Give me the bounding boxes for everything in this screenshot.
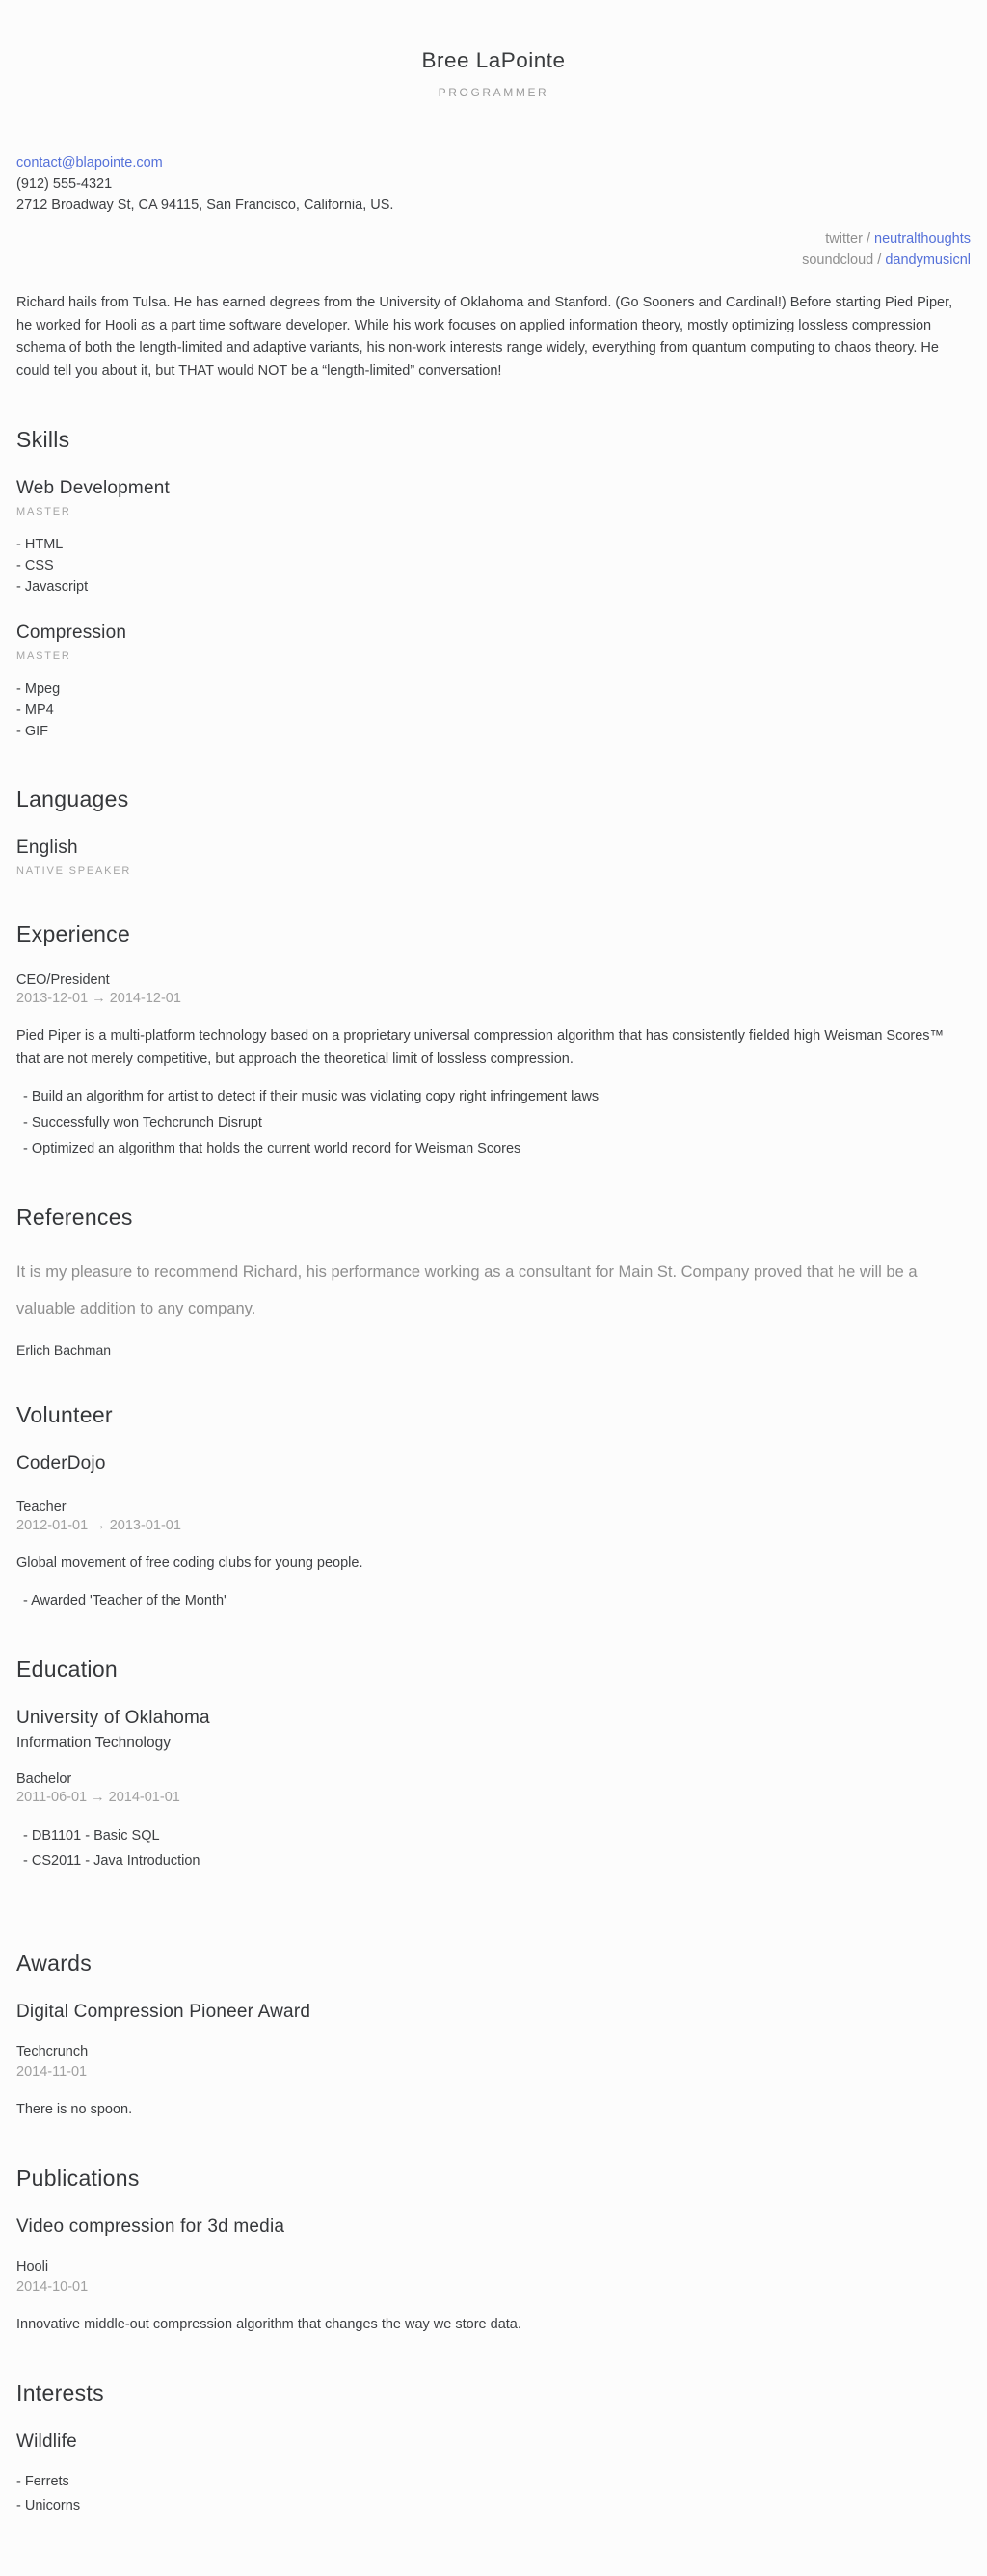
- highlight: - Optimized an algorithm that holds the current world record for Weisman Scores: [23, 1137, 971, 1160]
- profile-network-label: twitter /: [825, 231, 875, 247]
- soundcloud-profile-link[interactable]: dandymusicnl: [885, 252, 971, 268]
- section-title: Skills: [16, 427, 70, 452]
- reference-item: [16, 1254, 971, 1359]
- about-summary: Richard hails from Tulsa. He has earned degrees from the University of Oklahoma and Stanford. (Go Sooners and Cardinal!) Before starting Pied Piper, he worked for Hooli as a part time software developer. While his work focuses on applied information theory, mostly optimizing lossless compression schema of both the length-limited and adaptive variants, his non-work interests range widely, everything from quantum computing to chaos theory. He could tell you about it, but THAT would NOT be a “length-limited” conversation!: [16, 295, 953, 379]
- highlight: - Build an algorithm for artist to detect if their music was violating copy right infringement laws: [23, 1085, 971, 1108]
- section-title: Volunteer: [16, 1402, 113, 1427]
- section-skills: [16, 427, 971, 742]
- section-awards: [16, 1951, 971, 2121]
- reference-quote: It is my pleasure to recommend Richard, his performance working as a consultant for Main St. Company proved that he will be a valuable addition to any company.: [16, 1262, 918, 1317]
- award-summary: There is no spoon.: [16, 2101, 133, 2117]
- publication-publisher: Hooli: [16, 2258, 49, 2274]
- education-institution: University of Oklahoma: [16, 1707, 210, 1728]
- highlight: - Successfully won Techcrunch Disrupt: [23, 1111, 971, 1134]
- keyword: - HTML: [16, 534, 971, 555]
- section-title: Languages: [16, 786, 129, 811]
- volunteer-organization: CoderDojo: [16, 1453, 106, 1474]
- section-education: [16, 1657, 971, 1873]
- section-volunteer: [16, 1402, 971, 1612]
- publication-summary: Innovative middle-out compression algorithm that changes the way we store data.: [16, 2316, 521, 2332]
- section-title: References: [16, 1204, 133, 1230]
- skill-keywords: [16, 534, 971, 598]
- keyword: - Javascript: [16, 576, 971, 598]
- keyword: - MP4: [16, 700, 971, 721]
- education-item: [16, 1708, 971, 1873]
- contact-email-row: [16, 152, 971, 173]
- section-title: Education: [16, 1656, 118, 1682]
- section-experience: [16, 921, 971, 1160]
- work-highlights: [16, 1085, 971, 1160]
- publication-name: Video compression for 3d media: [16, 2216, 285, 2237]
- skill-keywords: [16, 678, 971, 742]
- skill-item: [16, 478, 971, 598]
- section-title: Publications: [16, 2164, 140, 2191]
- course: - CS2011 - Java Introduction: [23, 1848, 971, 1873]
- section-title: Awards: [16, 1950, 93, 1976]
- publication-item: [16, 2217, 971, 2336]
- work-dates: 2013-12-01 → 2014-12-01: [16, 991, 181, 1006]
- section-title: Experience: [16, 921, 131, 946]
- volunteer-summary: Global movement of free coding clubs for young people.: [16, 1555, 363, 1571]
- email-link[interactable]: contact@blapointe.com: [16, 155, 163, 171]
- education-courses: [16, 1823, 971, 1873]
- section-languages: [16, 786, 971, 877]
- keyword: - Ferrets: [16, 2470, 971, 2494]
- keyword: - CSS: [16, 555, 971, 576]
- social-profiles: [16, 228, 971, 271]
- language-name: English: [16, 837, 78, 858]
- award-item: [16, 2002, 971, 2121]
- award-date: 2014-11-01: [16, 2063, 88, 2080]
- person-name: Bree LaPointe: [421, 48, 566, 72]
- award-title: Digital Compression Pioneer Award: [16, 2001, 311, 2022]
- keyword: - Mpeg: [16, 678, 971, 700]
- skill-level: MASTER: [16, 506, 71, 518]
- contact-phone: (912) 555-4321: [16, 176, 113, 192]
- language-item: [16, 837, 971, 877]
- keyword: - GIF: [16, 721, 971, 742]
- section-references: [16, 1205, 971, 1359]
- language-fluency: NATIVE SPEAKER: [16, 865, 132, 877]
- section-publications: [16, 2165, 971, 2336]
- section-interests: [16, 2380, 971, 2518]
- skill-level: MASTER: [16, 651, 71, 662]
- profile-twitter: [16, 228, 971, 250]
- work-position: CEO/President: [16, 972, 110, 988]
- education-dates: 2011-06-01 → 2014-01-01: [16, 1789, 180, 1805]
- volunteer-item: [16, 1453, 971, 1612]
- course: - DB1101 - Basic SQL: [23, 1823, 971, 1848]
- skill-item: [16, 623, 971, 742]
- keyword: - Unicorns: [16, 2494, 971, 2518]
- section-title: Interests: [16, 2379, 104, 2405]
- contact-block: [16, 152, 971, 216]
- skill-name: Compression: [16, 623, 127, 643]
- person-label: PROGRAMMER: [438, 86, 549, 99]
- resume-header: [16, 48, 971, 99]
- publication-date: 2014-10-01: [16, 2278, 89, 2295]
- interest-item: [16, 2431, 971, 2518]
- volunteer-position: Teacher: [16, 1500, 67, 1515]
- contact-address: 2712 Broadway St, CA 94115, San Francisco, California, US.: [16, 198, 394, 213]
- interest-name: Wildlife: [16, 2430, 77, 2452]
- award-awarder: Techcrunch: [16, 2043, 89, 2059]
- work-summary: Pied Piper is a multi-platform technology based on a proprietary universal compression algorithm that has consistently fielded high Weisman Scores™ that are not merely competitive, but approach the theoretical limit of lossless compression.: [16, 1028, 945, 1067]
- highlight: - Awarded 'Teacher of the Month': [23, 1589, 971, 1612]
- reference-name: Erlich Bachman: [16, 1342, 112, 1358]
- interest-keywords: [16, 2470, 971, 2518]
- profile-network-label: soundcloud /: [802, 252, 886, 268]
- education-area: Information Technology: [16, 1734, 171, 1751]
- education-study-type: Bachelor: [16, 1770, 72, 1787]
- twitter-profile-link[interactable]: neutralthoughts: [874, 231, 971, 247]
- work-item: [16, 972, 971, 1160]
- volunteer-dates: 2012-01-01 → 2013-01-01: [16, 1518, 181, 1533]
- profile-soundcloud: [16, 250, 971, 271]
- skill-name: Web Development: [16, 478, 170, 498]
- volunteer-highlights: [16, 1589, 971, 1612]
